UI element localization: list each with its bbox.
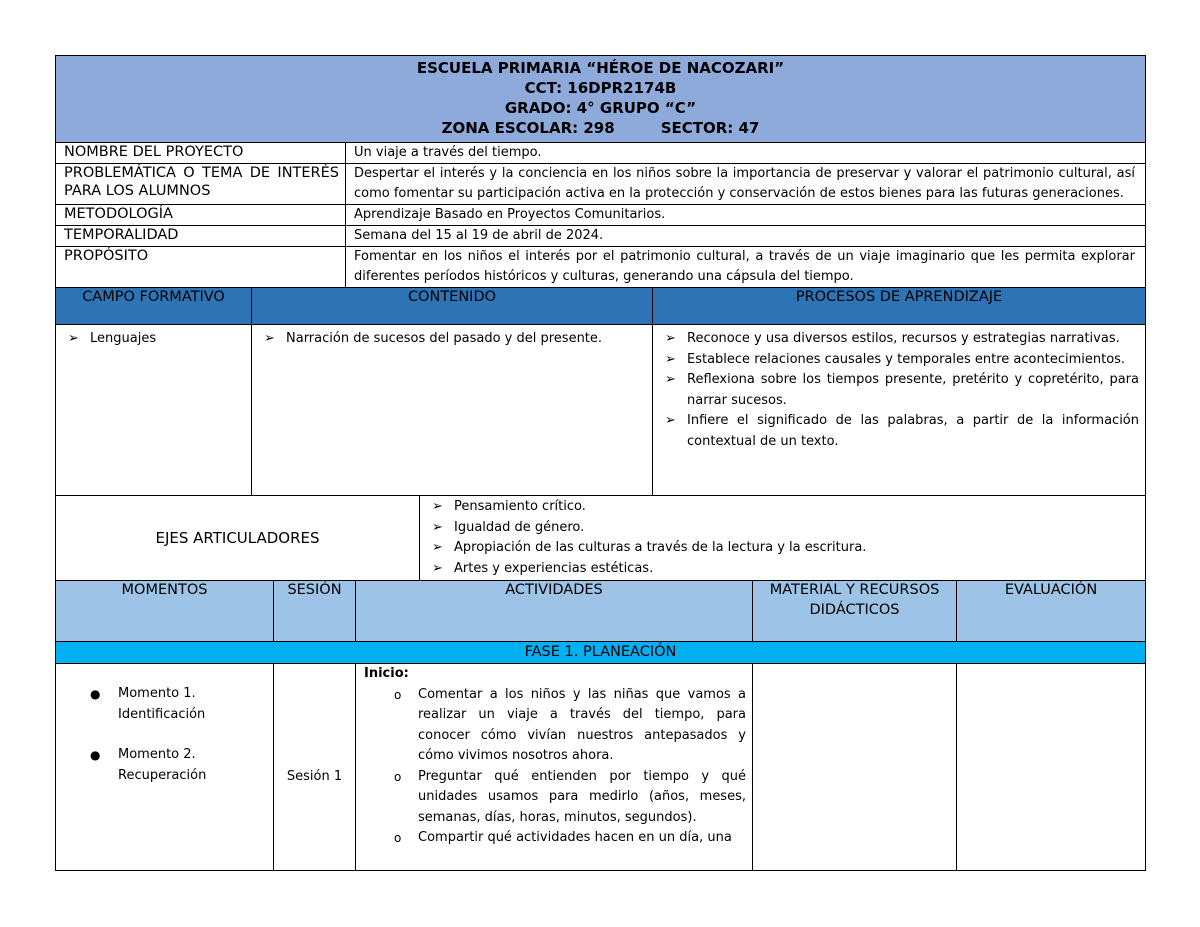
moments-table [55,580,1146,871]
curriculum-row [56,325,1146,496]
ejes-row [56,496,1146,581]
list-item [659,329,1139,350]
procesos-cell [653,325,1146,496]
proceso-text: Reflexiona sobre los tiempos presente, pretérito y copretérito, para narrar sucesos. [687,372,1139,408]
methodology-label: METODOLOGÍA [56,205,346,226]
eje-text: Artes y experiencias estéticas. [454,560,654,576]
material-cell [753,664,957,871]
ejes-label: EJES ARTICULADORES [56,496,420,581]
campo-formativo-cell [56,325,252,496]
purpose-value: Fomentar en los niños el interés por el patrimonio cultural, a través de un viaje imaginario que les permita explorar diferentes períodos históricos y culturas, generando una cápsula del tiempo. [346,247,1146,288]
moment-text: Momento 1. Identificación [118,686,206,722]
sesion-header: SESIÓN [274,581,356,642]
arrow-bullet-icon: ➢ [432,540,443,555]
arrow-bullet-icon: ➢ [665,413,676,428]
activities-cell [356,664,753,871]
school-zone-sector [62,118,1139,138]
arrow-bullet-icon: ➢ [68,331,79,346]
list-item [426,497,1139,518]
campo-formativo-value: Lenguajes [90,331,157,346]
circle-bullet-icon: o [394,769,402,784]
project-name-row [56,143,1146,164]
moments-cell [56,664,274,871]
school-zone: ZONA ESCOLAR: 298 [441,119,615,137]
proceso-text: Reconoce y usa diversos estilos, recursos y estrategias narrativas. [687,331,1120,346]
circle-bullet-icon: o [394,687,402,702]
arrow-bullet-icon: ➢ [665,372,676,387]
ejes-table [55,495,1146,581]
phase-title: FASE 1. PLANEACIÓN [56,642,1146,664]
list-item [426,518,1139,539]
list-item [62,329,245,350]
project-name-value: Un viaje a través del tiempo. [346,143,1146,164]
curriculum-header [56,288,1146,325]
phase-row [56,642,1146,664]
session-cell: Sesión 1 [274,664,356,871]
eje-text: Apropiación de las culturas a través de la lectura y la escritura. [454,540,867,555]
problem-row [56,164,1146,205]
temporality-value: Semana del 15 al 19 de abril de 2024. [346,226,1146,247]
ejes-list-cell [420,496,1146,581]
list-item [426,538,1139,559]
methodology-value: Aprendizaje Basado en Proyectos Comunitarios. [346,205,1146,226]
bullet-icon: ● [90,748,101,762]
list-item [258,329,646,350]
evaluation-cell [957,664,1146,871]
arrow-bullet-icon: ➢ [432,560,443,576]
procesos-header: PROCESOS DE APRENDIZAJE [653,288,1146,325]
list-item [362,685,746,767]
list-item [362,767,746,829]
school-sector: SECTOR: 47 [660,119,760,137]
planning-document [55,55,1145,871]
arrow-bullet-icon: ➢ [264,331,275,346]
arrow-bullet-icon: ➢ [665,351,676,367]
proceso-text: Establece relaciones causales y temporales entre acontecimientos. [687,351,1126,367]
proceso-text: Infiere el significado de las palabras, a partir de la información contextual de un texto. [687,413,1139,449]
list-item [62,745,267,786]
list-item [659,370,1139,411]
problem-value: Despertar el interés y la conciencia en los niños sobre la importancia de preservar y valorar el patrimonio cultural, así como fomentar su participación activa en la protección y conservación de estos bienes para las futuras generaciones. [346,164,1146,205]
moments-header [56,581,1146,642]
contenido-cell [252,325,653,496]
campo-formativo-header: CAMPO FORMATIVO [56,288,252,325]
material-header: MATERIAL Y RECURSOS DIDÁCTICOS [753,581,957,642]
list-item [426,559,1139,580]
momentos-header: MOMENTOS [56,581,274,642]
problem-label: PROBLEMÁTICA O TEMA DE INTERÉS PARA LOS ALUMNOS [56,164,346,205]
circle-bullet-icon: o [394,831,402,845]
activities-title: Inicio: [364,666,409,681]
evaluacion-header: EVALUACIÓN [957,581,1146,642]
arrow-bullet-icon: ➢ [432,519,443,535]
activity-text: Compartir qué actividades hacen en un día, una [418,830,732,845]
list-item [659,411,1139,452]
contenido-header: CONTENIDO [252,288,653,325]
list-item [362,828,746,849]
activity-text: Comentar a los niños y las niñas que vamos a realizar un viaje a través del tiempo, para conocer cómo vivían nuestros antepasados y cómo vivimos nosotros ahora. [418,686,746,763]
moment-text: Momento 2. Recuperación [118,747,207,783]
purpose-label: PROPÓSITO [56,247,346,288]
activity-text: Preguntar qué entienden por tiempo y qué unidades usamos para medirlo (años, meses, semanas, días, horas, minutos, segundos). [418,768,746,825]
curriculum-table [55,287,1146,496]
session-row [56,664,1146,871]
temporality-row [56,226,1146,247]
school-name: ESCUELA PRIMARIA “HÉROE DE NACOZARI” [416,59,785,77]
contenido-value: Narración de sucesos del pasado y del presente. [286,331,603,346]
school-cct: CCT: 16DPR2174B [524,79,677,97]
bullet-icon: ● [90,687,101,701]
eje-text: Igualdad de género. [454,519,585,535]
eje-text: Pensamiento crítico. [454,499,586,514]
school-header [56,56,1146,143]
actividades-header: ACTIVIDADES [356,581,753,642]
arrow-bullet-icon: ➢ [432,499,443,514]
school-grade: GRADO: 4° GRUPO “C” [504,99,697,117]
methodology-row [56,205,1146,226]
project-info-table [55,55,1146,288]
temporality-label: TEMPORALIDAD [56,226,346,247]
list-item [659,350,1139,371]
purpose-row [56,247,1146,288]
arrow-bullet-icon: ➢ [665,331,676,346]
list-item [62,684,267,725]
project-name-label: NOMBRE DEL PROYECTO [56,143,346,164]
